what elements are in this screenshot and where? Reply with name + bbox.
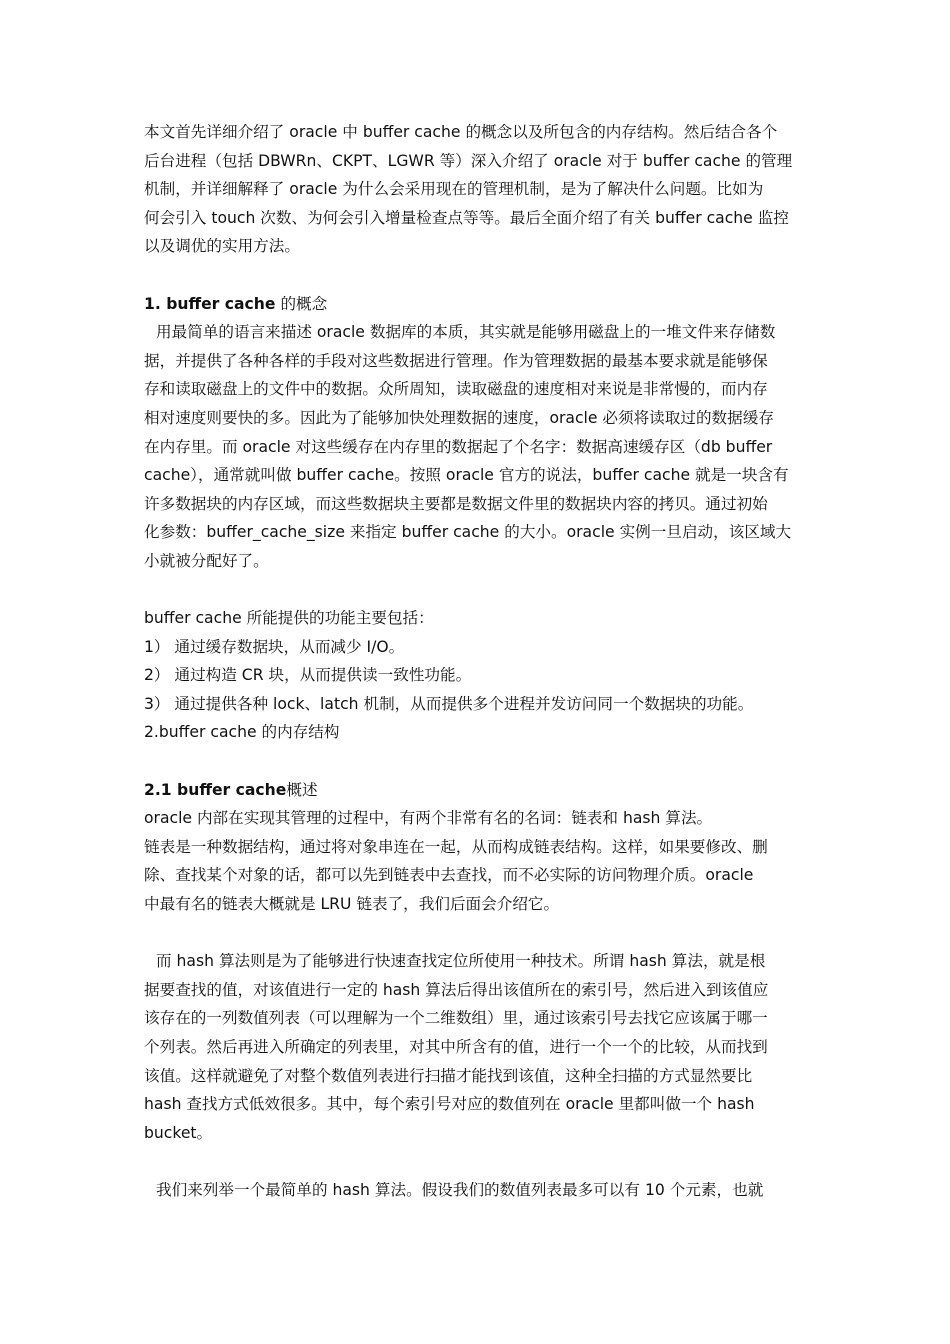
section-1-line: 化参数：buffer_cache_size 来指定 buffer cache 的大小。oracle 实例一旦启动，该区域大 bbox=[144, 523, 792, 542]
section-1-line: 许多数据块的内存区域，而这些数据块主要都是数据文件里的数据块内容的拷贝。通过初始 bbox=[144, 494, 768, 513]
list-item: 1） 通过缓存数据块，从而减少 I/O。 bbox=[144, 637, 405, 656]
hash-line: 该存在的一列数值列表（可以理解为一个二维数组）里，通过该索引号去找它应该属于哪一 bbox=[144, 1009, 768, 1028]
document-body bbox=[144, 118, 808, 1205]
section-1-paragraph bbox=[144, 318, 808, 575]
section-1-line: cache），通常就叫做 buffer cache。按照 oracle 官方的说法，buffer cache 就是一块含有 bbox=[144, 466, 789, 485]
section-1-line: 用最简单的语言来描述 oracle 数据库的本质，其实就是能够用磁盘上的一堆文件来存储数 bbox=[156, 323, 776, 342]
intro-line: 何会引入 touch 次数、为何会引入增量检查点等等。最后全面介绍了有关 buffer cache 监控 bbox=[144, 208, 789, 227]
section-1-line: 相对速度则要快的多。因此为了能够加快处理数据的速度，oracle 必须将读取过的数据缓存 bbox=[144, 408, 774, 427]
example-paragraph bbox=[144, 1176, 808, 1205]
hash-line: 据要查找的值，对该值进行一定的 hash 算法后得出该值所在的索引号，然后进入到该值应 bbox=[144, 980, 769, 999]
hash-paragraph bbox=[144, 947, 808, 1147]
section-1-heading-bold: 1. buffer cache bbox=[144, 294, 276, 313]
section-1-line: 据，并提供了各种各样的手段对这些数据进行管理。作为管理数据的最基本要求就是能够保 bbox=[144, 351, 768, 370]
section-1-heading bbox=[144, 290, 808, 319]
section-1-line: 在内存里。而 oracle 对这些缓存在内存里的数据起了个名字：数据高速缓存区（db buffer bbox=[144, 437, 773, 456]
hash-line: 该值。这样就避免了对整个数值列表进行扫描才能找到该值，这种全扫描的方式显然要比 bbox=[144, 1066, 753, 1085]
hash-line: 而 hash 算法则是为了能够进行快速查找定位所使用一种技术。所谓 hash 算法，就是根 bbox=[156, 952, 766, 971]
hash-line: bucket。 bbox=[144, 1123, 213, 1142]
hash-line: hash 查找方式低效很多。其中，每个索引号对应的数值列在 oracle 里都叫做一个 hash bbox=[144, 1095, 755, 1114]
section-2-1-line: 链表是一种数据结构，通过将对象串连在一起，从而构成链表结构。这样，如果要修改、删 bbox=[144, 837, 768, 856]
section-2-1-line: 除、查找某个对象的话，都可以先到链表中去查找，而不必实际的访问物理介质。oracle bbox=[144, 866, 754, 885]
intro-line: 本文首先详细介绍了 oracle 中 buffer cache 的概念以及所包含的内存结构。然后结合各个 bbox=[144, 123, 778, 141]
section-2-heading: 2.buffer cache 的内存结构 bbox=[144, 723, 340, 742]
section-2-1-line: 中最有名的链表大概就是 LRU 链表了，我们后面会介绍它。 bbox=[144, 895, 560, 914]
intro-line: 以及调优的实用方法。 bbox=[144, 237, 300, 256]
hash-line: 个列表。然后再进入所确定的列表里，对其中所含有的值，进行一个一个的比较，从而找到 bbox=[144, 1038, 768, 1056]
section-1-line: 存和读取磁盘上的文件中的数据。众所周知，读取磁盘的速度相对来说是非常慢的，而内存 bbox=[144, 380, 768, 399]
blank-line bbox=[144, 1147, 808, 1176]
intro-line: 后台进程（包括 DBWRn、CKPT、LGWR 等）深入介绍了 oracle 对于 buffer cache 的管理 bbox=[144, 151, 793, 170]
blank-line bbox=[144, 261, 808, 290]
list-item: 2） 通过构造 CR 块，从而提供读一致性功能。 bbox=[144, 666, 472, 685]
blank-line bbox=[144, 576, 808, 605]
functions-list bbox=[144, 633, 808, 719]
list-item: 3） 通过提供各种 lock、latch 机制，从而提供多个进程并发访问同一个数据块的功能。 bbox=[144, 694, 754, 713]
section-1-line: 小就被分配好了。 bbox=[144, 551, 269, 570]
section-2-1-heading-rest: 概述 bbox=[286, 780, 318, 799]
section-1-heading-rest: 的概念 bbox=[275, 294, 328, 313]
section-2-1-line: oracle 内部在实现其管理的过程中，有两个非常有名的名词：链表和 hash 算法。 bbox=[144, 809, 713, 828]
functions-intro: buffer cache 所能提供的功能主要包括： bbox=[144, 609, 434, 628]
section-2-1-heading-bold: 2.1 buffer cache bbox=[144, 780, 287, 799]
section-2-1-paragraph bbox=[144, 804, 808, 918]
intro-paragraph bbox=[144, 118, 808, 261]
blank-line bbox=[144, 747, 808, 776]
intro-line: 机制，并详细解释了 oracle 为什么会采用现在的管理机制，是为了解决什么问题。比如为 bbox=[144, 180, 764, 199]
example-line: 我们来列举一个最简单的 hash 算法。假设我们的数值列表最多可以有 10 个元素，也就 bbox=[156, 1180, 764, 1199]
blank-line bbox=[144, 919, 808, 948]
section-2-1-heading bbox=[144, 776, 808, 805]
